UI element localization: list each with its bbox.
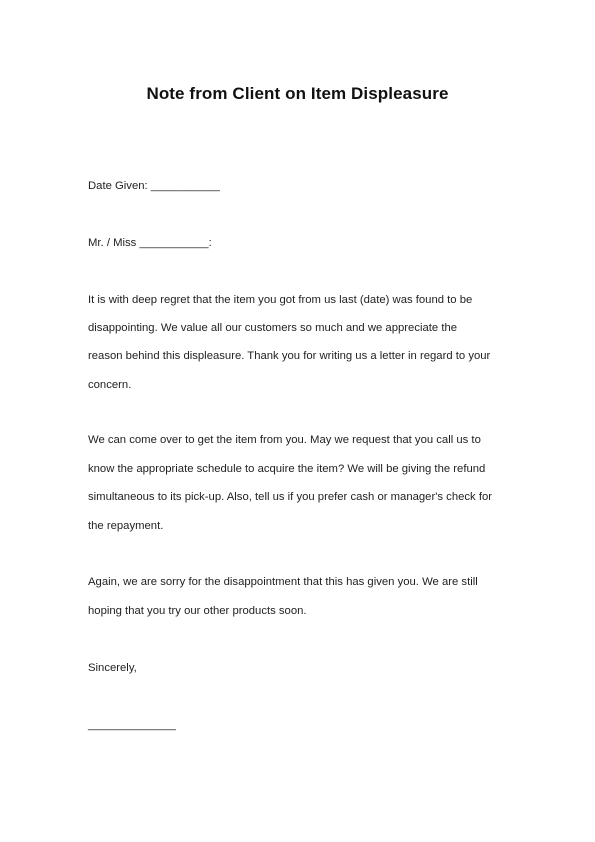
paragraph-line: Again, we are sorry for the disappointment that this has given you. We are still xyxy=(88,576,478,588)
paragraph-line: simultaneous to its pick-up. Also, tell us if you prefer cash or manager's check for xyxy=(88,491,493,503)
paragraph-line: concern. xyxy=(88,379,132,391)
paragraph-line: hoping that you try our other products soon. xyxy=(88,605,307,617)
paragraph-line: reason behind this displeasure. Thank you for writing us a letter in regard to your xyxy=(88,350,491,362)
signature-line: ______________ xyxy=(88,719,176,731)
salutation-line: Mr. / Miss ___________: xyxy=(88,237,212,249)
closing-line: Sincerely, xyxy=(88,662,137,674)
paragraph-line: know the appropriate schedule to acquire the item? We will be giving the refund xyxy=(88,463,486,475)
paragraph-line: We can come over to get the item from you. May we request that you call us to xyxy=(88,434,481,446)
paragraph-line: disappointing. We value all our customers so much and we appreciate the xyxy=(88,322,458,334)
paragraph-line: It is with deep regret that the item you got from us last (date) was found to be xyxy=(88,294,473,306)
paragraph-line: the repayment. xyxy=(88,520,164,532)
letter-title: Note from Client on Item Displeasure xyxy=(146,84,449,103)
date-given-line: Date Given: ___________ xyxy=(88,180,220,192)
